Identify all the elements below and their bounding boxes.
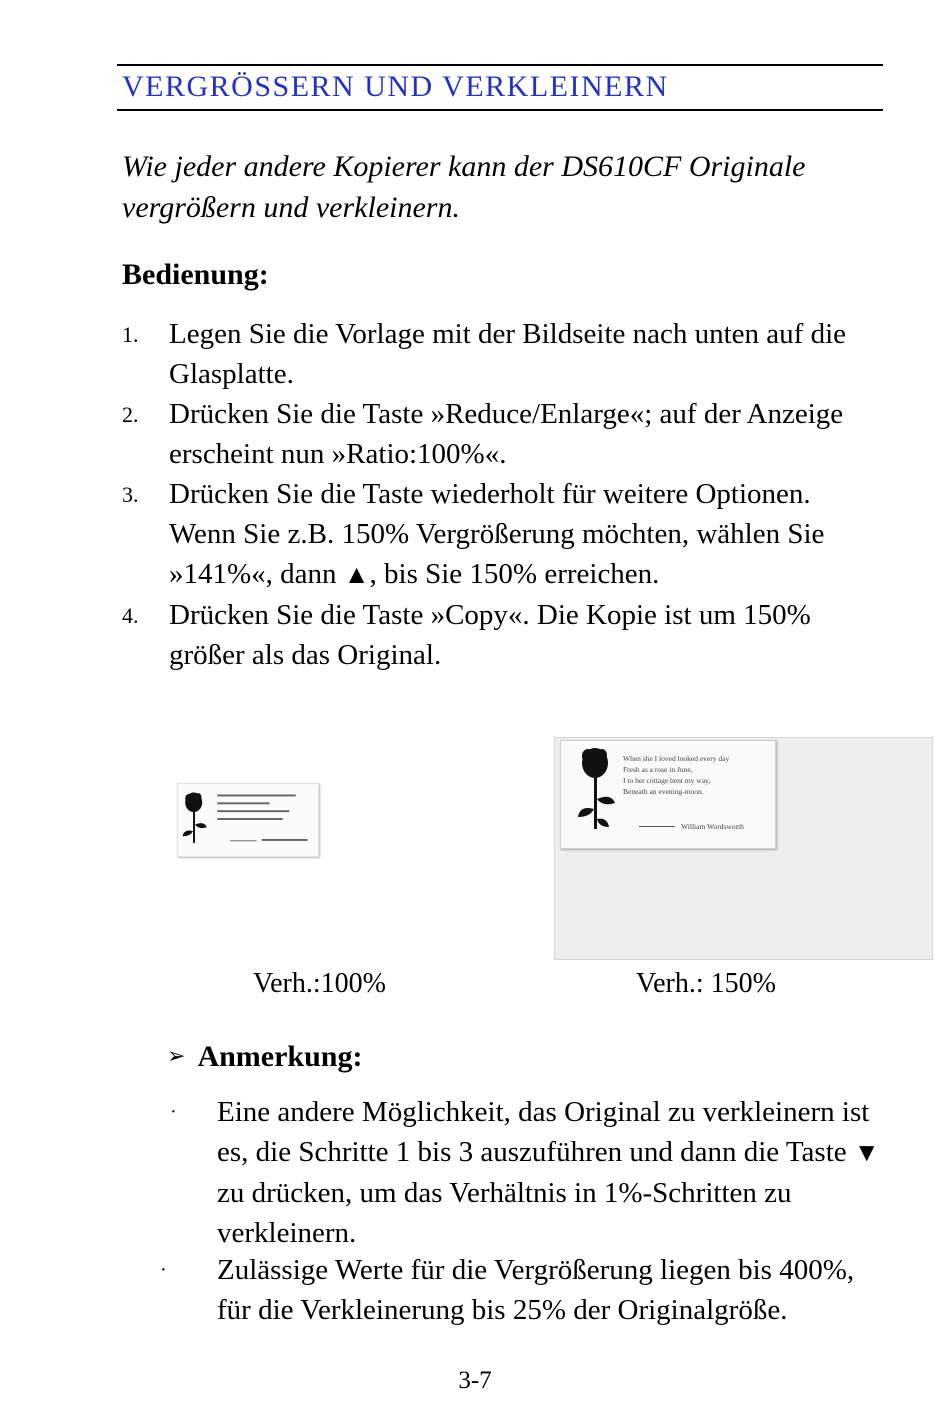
note-heading-label: Anmerkung: [197, 1040, 363, 1073]
caption-ratio-150: Verh.: 150% [636, 968, 776, 999]
poem-line: When she I loved looked every day [623, 754, 730, 763]
note-item [160, 1250, 885, 1330]
poem-line: Fresh as a rose in June, [623, 765, 693, 774]
note-text: Eine andere Möglichkeit, das Original zu verkleinern ist es, die Schritte 1 bis 3 auszuführen und dann die Taste [217, 1096, 870, 1168]
note-text: zu drücken, um das Verhältnis in 1%-Schritten zu verkleinern. [217, 1177, 792, 1249]
bullet-dot-icon: · [160, 1259, 167, 1281]
step-number: 3. [122, 482, 139, 507]
operation-steps [122, 314, 882, 675]
rose-card-large-icon [561, 741, 775, 848]
step-number: 2. [122, 402, 139, 427]
arrowhead-icon: ➢ [167, 1044, 186, 1069]
operation-heading: Bedienung: [122, 258, 269, 291]
step-item [122, 314, 882, 394]
poem-line: I to her cottage bent my way, [623, 776, 711, 785]
note-list [160, 1092, 885, 1330]
step-number: 1. [122, 322, 139, 347]
sample-image-100 [177, 783, 319, 857]
triangle-up-icon: ▲ [343, 560, 370, 589]
note-text: Zulässige Werte für die Vergrößerung liegen bis 400%, für die Verkleinerung bis 25% der Originalgröße. [217, 1254, 855, 1326]
step-item [122, 595, 882, 675]
step-text: , bis Sie 150% erreichen. [369, 558, 660, 590]
note-item [160, 1092, 885, 1253]
page-number: 3-7 [458, 1367, 492, 1394]
step-text: Drücken Sie die Taste wiederholt für weitere Optionen. Wenn Sie z.B. 150% Vergrößerung möchten, wählen Sie »141%«, dann [169, 478, 825, 590]
step-item [122, 474, 882, 595]
bullet-dot-icon: · [170, 1101, 177, 1123]
step-item [122, 394, 882, 474]
caption-ratio-100: Verh.:100% [253, 968, 386, 999]
rose-card-small-icon [178, 784, 318, 856]
poem-line: Beneath an evening-moon. [623, 787, 704, 796]
triangle-down-icon: ▼ [853, 1138, 880, 1167]
intro-text: Wie jeder andere Kopierer kann der DS610CF Originale vergrößern und verkleinern. [122, 150, 806, 224]
page-title: VERGRÖSSERN UND VERKLEINERN [122, 70, 669, 103]
poem-signature: William Wordsworth [681, 822, 744, 831]
sample-image-150 [560, 740, 776, 849]
step-text: Drücken Sie die Taste »Reduce/Enlarge«; auf der Anzeige erscheint nun »Ratio:100%«. [169, 398, 844, 470]
step-number: 4. [122, 603, 139, 628]
header-rule-top [117, 64, 883, 66]
step-text: Drücken Sie die Taste »Copy«. Die Kopie ist um 150% größer als das Original. [169, 599, 811, 671]
note-heading [167, 1040, 362, 1074]
header-rule-bottom [117, 109, 883, 111]
step-text: Legen Sie die Vorlage mit der Bildseite nach unten auf die Glasplatte. [169, 318, 847, 390]
